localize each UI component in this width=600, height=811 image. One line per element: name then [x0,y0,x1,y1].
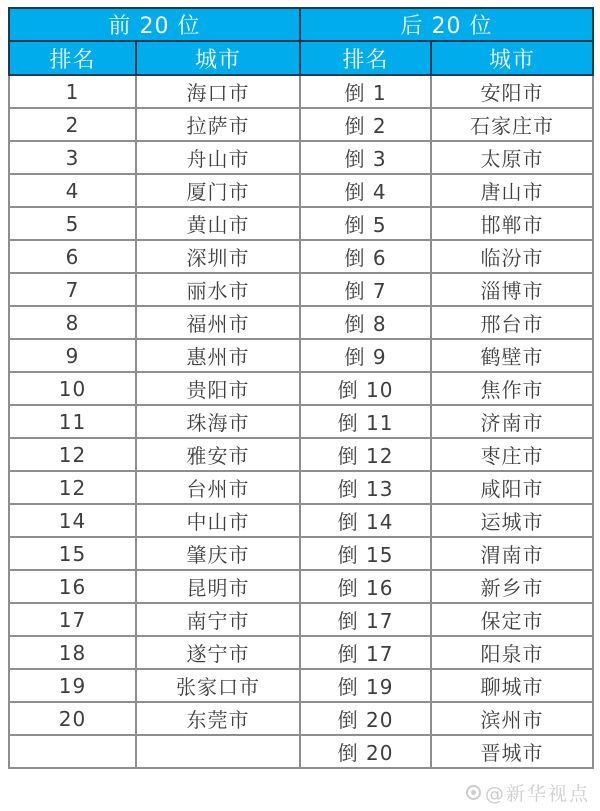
city-ranking-table [8,7,594,769]
table-row [9,504,593,537]
table-row [9,108,593,141]
table-cell: 19 [9,669,136,702]
top20-group-header: 前 20 位 [9,8,300,41]
table-cell: 遂宁市 [136,636,300,669]
table-cell: 倒 10 [300,372,431,405]
table-cell: 16 [9,570,136,603]
table-cell: 4 [9,174,136,207]
table-row [9,306,593,339]
table-cell: 倒 4 [300,174,431,207]
table-cell: 舟山市 [136,141,300,174]
table-row [9,471,593,504]
table-cell: 6 [9,240,136,273]
table-cell: 淄博市 [431,273,593,306]
table-cell: 中山市 [136,504,300,537]
table-cell: 唐山市 [431,174,593,207]
table-cell: 倒 7 [300,273,431,306]
table-cell: 拉萨市 [136,108,300,141]
table-cell: 3 [9,141,136,174]
table-cell: 张家口市 [136,669,300,702]
table-cell: 聊城市 [431,669,593,702]
table-cell: 石家庄市 [431,108,593,141]
table-cell: 昆明市 [136,570,300,603]
table-cell: 惠州市 [136,339,300,372]
table-cell: 临汾市 [431,240,593,273]
table-row [9,273,593,306]
table-cell: 18 [9,636,136,669]
table-cell: 雅安市 [136,438,300,471]
table-cell: 渭南市 [431,537,593,570]
table-cell: 7 [9,273,136,306]
table-row [9,405,593,438]
table-row [9,240,593,273]
table-cell: 倒 20 [300,735,431,768]
table-cell: 丽水市 [136,273,300,306]
table-cell: 倒 19 [300,669,431,702]
table-cell: 南宁市 [136,603,300,636]
table-cell: 倒 5 [300,207,431,240]
table-cell: 倒 16 [300,570,431,603]
table-cell: 倒 14 [300,504,431,537]
table-cell: 11 [9,405,136,438]
group-header-row [9,8,593,41]
table-row [9,75,593,108]
table-cell: 12 [9,438,136,471]
table-cell: 运城市 [431,504,593,537]
table-cell: 10 [9,372,136,405]
table-cell: 12 [9,471,136,504]
table-cell: 海口市 [136,75,300,108]
table-cell: 邯郸市 [431,207,593,240]
table-cell: 枣庄市 [431,438,593,471]
watermark-text: @新华视点 [484,783,590,805]
table-cell: 肇庆市 [136,537,300,570]
table-cell [136,735,300,768]
table-cell: 深圳市 [136,240,300,273]
table-row [9,438,593,471]
table-cell: 新乡市 [431,570,593,603]
table-cell: 滨州市 [431,702,593,735]
table-cell: 倒 8 [300,306,431,339]
table-row [9,603,593,636]
table-cell: 14 [9,504,136,537]
table-cell: 厦门市 [136,174,300,207]
table-cell: 倒 20 [300,702,431,735]
table-row [9,702,593,735]
table-row [9,570,593,603]
table-row [9,669,593,702]
table-cell: 鹤壁市 [431,339,593,372]
table-row [9,636,593,669]
table-cell: 咸阳市 [431,471,593,504]
table-cell: 焦作市 [431,372,593,405]
table-cell: 安阳市 [431,75,593,108]
table-cell: 东莞市 [136,702,300,735]
table-cell: 阳泉市 [431,636,593,669]
table-cell: 17 [9,603,136,636]
table-cell [9,735,136,768]
table-cell: 珠海市 [136,405,300,438]
table-body [9,75,593,768]
table-row [9,735,593,768]
bottom20-group-header: 后 20 位 [300,8,593,41]
table-cell: 福州市 [136,306,300,339]
column-header-city-right: 城市 [431,41,593,75]
table-cell: 5 [9,207,136,240]
watermark-logo-icon [466,785,481,800]
table-cell: 8 [9,306,136,339]
table-cell: 保定市 [431,603,593,636]
table-cell: 倒 6 [300,240,431,273]
table-cell: 1 [9,75,136,108]
table-row [9,207,593,240]
table-cell: 倒 17 [300,636,431,669]
column-header-row [9,41,593,75]
table-cell: 倒 17 [300,603,431,636]
table-cell: 黄山市 [136,207,300,240]
table-cell: 倒 3 [300,141,431,174]
table-cell: 2 [9,108,136,141]
table-cell: 倒 12 [300,438,431,471]
table-cell: 倒 11 [300,405,431,438]
table-cell: 贵阳市 [136,372,300,405]
table-cell: 晋城市 [431,735,593,768]
table-row [9,174,593,207]
table-cell: 20 [9,702,136,735]
table-row [9,141,593,174]
table-cell: 邢台市 [431,306,593,339]
column-header-rank-left: 排名 [9,41,136,75]
table-cell: 15 [9,537,136,570]
table-cell: 9 [9,339,136,372]
column-header-city-left: 城市 [136,41,300,75]
table-cell: 倒 13 [300,471,431,504]
table-row [9,339,593,372]
column-header-rank-right: 排名 [300,41,431,75]
table-row [9,537,593,570]
table-cell: 倒 9 [300,339,431,372]
table-cell: 台州市 [136,471,300,504]
table-cell: 倒 15 [300,537,431,570]
table-row [9,372,593,405]
table-cell: 倒 2 [300,108,431,141]
watermark [466,779,590,806]
table-cell: 太原市 [431,141,593,174]
table-cell: 倒 1 [300,75,431,108]
table-cell: 济南市 [431,405,593,438]
